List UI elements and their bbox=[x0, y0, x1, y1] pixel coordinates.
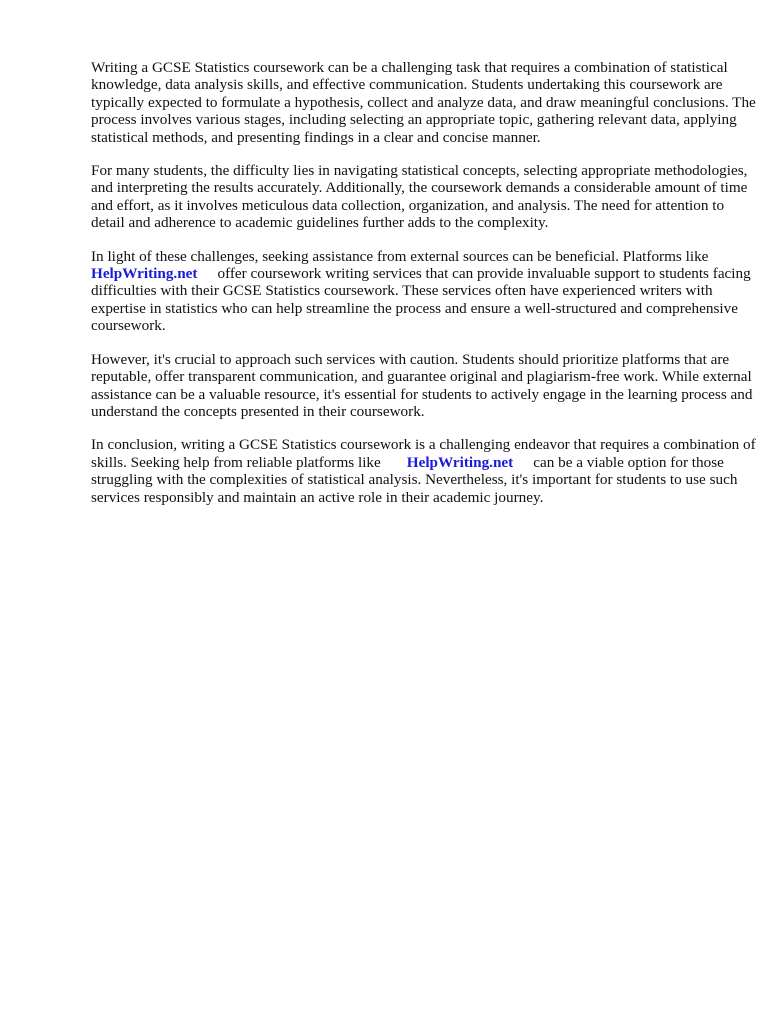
paragraph-assistance bbox=[91, 248, 761, 335]
paragraph-caution: However, it's crucial to approach such services with caution. Students should prioritize platforms that are reputable, offer transparent communication, and guarantee original and plagiarism-free work. While external assistance can be a valuable resource, it's essential for students to actively engage in the learning process and understand the concepts presented in their coursework. bbox=[91, 350, 753, 420]
paragraph-conclusion bbox=[91, 436, 761, 506]
paragraph-intro: Writing a GCSE Statistics coursework can be a challenging task that requires a combination of statistical knowledge, data analysis skills, and effective communication. Students undertaking this coursework are typically expected to formulate a hypothesis, collect and analyze data, and draw meaningful conclusions. The process involves various stages, including selecting an appropriate topic, gathering relevant data, applying statistical methods, and presenting findings in a clear and concise manner. bbox=[91, 59, 756, 146]
paragraph-difficulty: For many students, the difficulty lies in navigating statistical concepts, selecting appropriate methodologies, and interpreting the results accurately. Additionally, the coursework demands a considerable amount of time and effort, as it involves meticulous data collection, organization, and analysis. The need for attention to detail and adherence to academic guidelines further adds to the complexity. bbox=[91, 162, 748, 232]
paragraph-assistance-text-after: offer coursework writing services that can provide invaluable support to students facing difficulties with their GCSE Statistics coursework. These services often have experienced writers with expertise in statistics who can help streamline the process and ensure a well-structured and comprehensive coursework. bbox=[91, 265, 751, 335]
paragraph-conclusion-text-before: In conclusion, writing a GCSE Statistics coursework is a challenging endeavor that requires a combination of skills. Seeking help from reliable platforms like bbox=[91, 436, 756, 471]
paragraph-assistance-text-before: In light of these challenges, seeking assistance from external sources can be beneficial. Platforms like bbox=[91, 247, 709, 265]
document-body bbox=[91, 59, 761, 522]
helpwriting-link-conclusion[interactable]: HelpWriting.net bbox=[406, 453, 514, 471]
helpwriting-link[interactable]: HelpWriting.net bbox=[91, 265, 198, 283]
paragraph-conclusion-text-after: can be a viable option for those struggling with the complexities of statistical analysis. Nevertheless, it's important for students to use such services responsibly and maintain an active role in their academic journey. bbox=[91, 453, 738, 506]
